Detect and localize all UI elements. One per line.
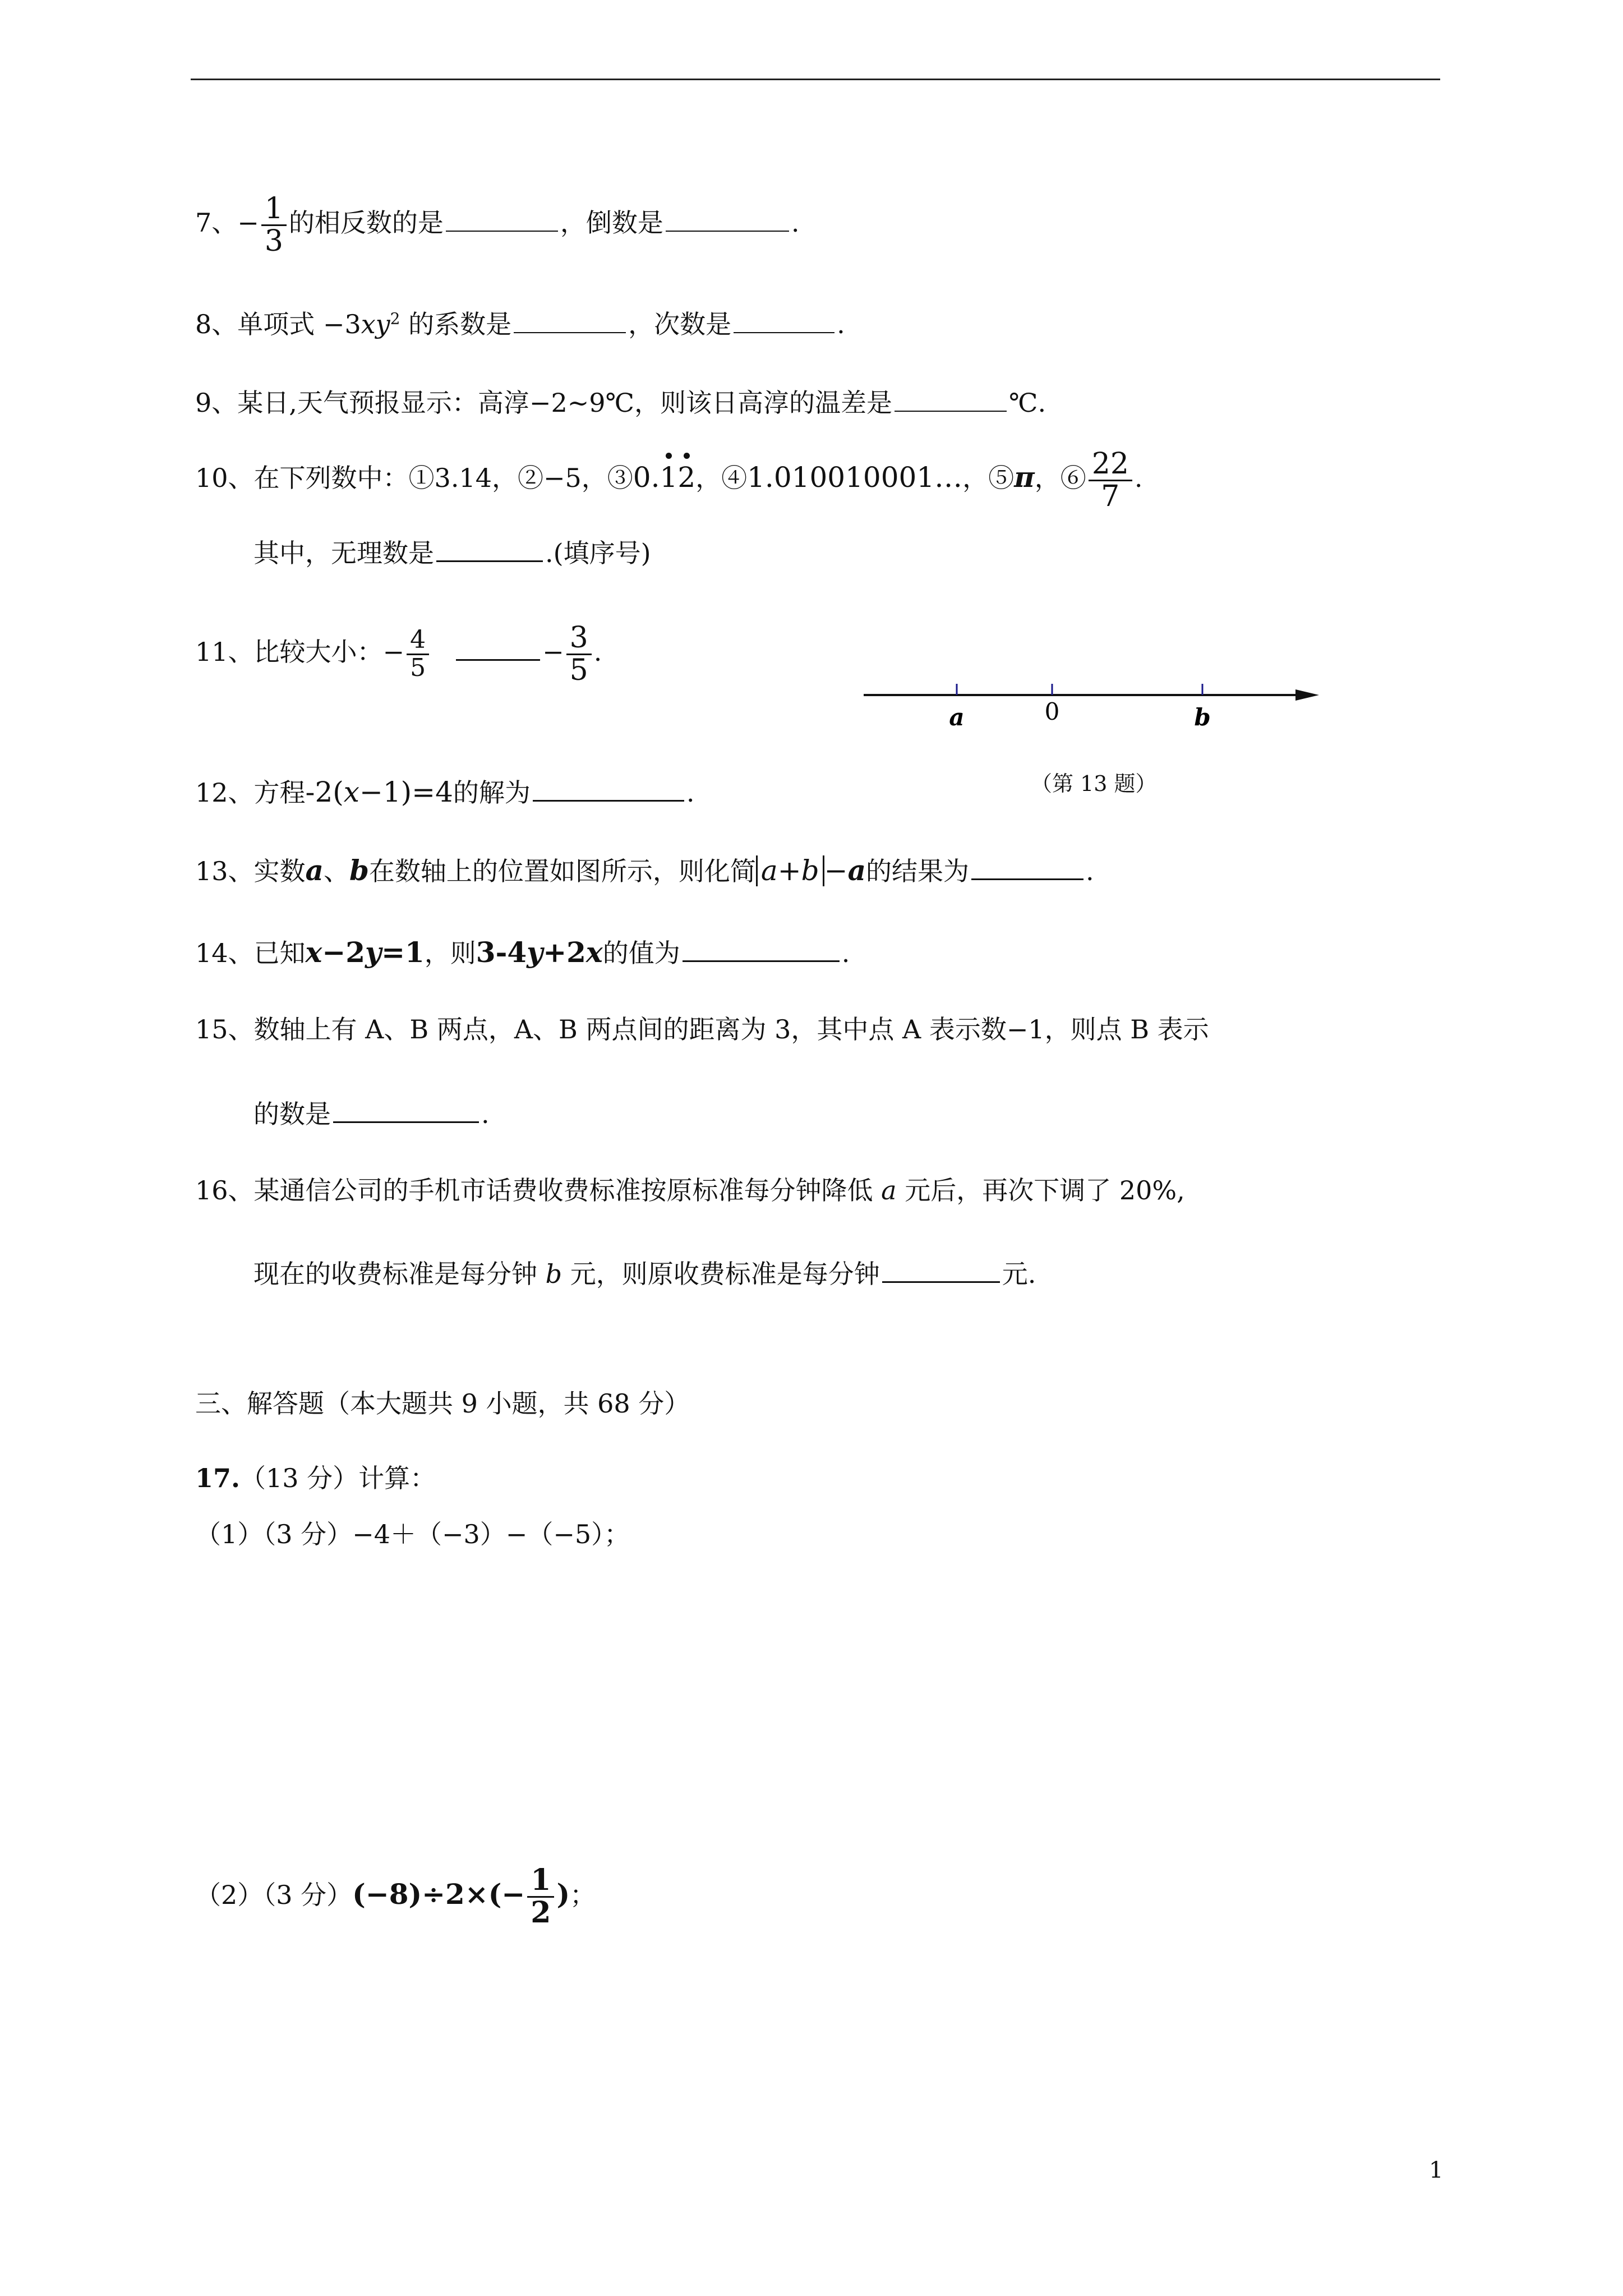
repeating-digit: 1 (660, 461, 678, 494)
question-text: ，则 (424, 938, 476, 968)
answer-blank[interactable] (533, 775, 684, 802)
fraction-numerator: 22 (1089, 449, 1132, 481)
answer-blank[interactable] (895, 386, 1007, 412)
page-number: 1 (1429, 2157, 1444, 2183)
period: . (1134, 463, 1143, 494)
fraction-numerator: 4 (407, 627, 429, 655)
fraction-denominator: 2 (531, 1895, 551, 1930)
question-text: 已知 (253, 938, 306, 968)
question-15 (195, 1014, 1209, 1045)
question-text: 比较大小：− (253, 637, 405, 668)
section-3-title: 三、解答题（本大题共 9 小题，共 68 分） (195, 1388, 690, 1419)
answer-blank[interactable] (683, 936, 840, 962)
question-text: 元. (1002, 1259, 1036, 1289)
question-text: 方程 (253, 777, 306, 808)
question-15-line-2 (253, 1097, 490, 1130)
equation-part: =1 (381, 936, 425, 969)
fraction (407, 627, 429, 680)
question-text: 的系数是 (400, 309, 512, 339)
answer-blank[interactable] (882, 1257, 1000, 1283)
variable: a (847, 854, 866, 887)
fraction-numerator: 1 (527, 1865, 554, 1898)
fraction-denominator: 3 (264, 224, 283, 258)
answer-blank[interactable] (456, 634, 540, 661)
variable: b (349, 854, 369, 887)
question-8 (195, 307, 845, 340)
fraction (527, 1865, 554, 1928)
separator: 、 (323, 856, 349, 886)
number-line-figure (864, 676, 1324, 743)
header-rule (191, 79, 1440, 80)
variable: x (585, 936, 603, 969)
expression-part: ) (556, 1878, 570, 1911)
question-17-part-2 (195, 1865, 596, 1928)
question-number: 9、 (195, 388, 238, 418)
question-text: ，⑤ (962, 463, 1015, 494)
minus-sign: − (237, 208, 259, 238)
question-number: 12、 (195, 777, 254, 808)
question-14 (195, 936, 850, 969)
question-text: ℃. (1008, 388, 1046, 418)
period: . (481, 1099, 490, 1129)
expression (352, 1863, 570, 1930)
period: . (791, 208, 800, 238)
question-text: 的解为 (453, 777, 531, 808)
expression-part: +2 (543, 936, 586, 969)
period: . (1085, 856, 1094, 886)
variable: x (305, 936, 322, 969)
question-number: 14、 (195, 938, 254, 968)
punctuation: ； (570, 1880, 596, 1911)
answer-blank[interactable] (734, 307, 834, 333)
question-13 (195, 854, 1094, 887)
expression (476, 936, 603, 969)
question-number: 13、 (195, 856, 254, 886)
question-number: 10、 (195, 463, 254, 494)
label-a: a (949, 703, 965, 731)
question-number: 11、 (195, 637, 254, 668)
question-text: ，倒数是 (560, 208, 663, 238)
variable: b (801, 854, 819, 887)
fraction (1089, 449, 1132, 512)
question-text: 实数 (253, 856, 306, 886)
decimal-lead: 0. (633, 461, 660, 494)
answer-blank[interactable] (436, 536, 543, 562)
question-10-line-2 (253, 536, 651, 569)
expression-part: (−8)÷2×(− (352, 1878, 525, 1911)
equation (306, 936, 425, 969)
variable: a (305, 854, 324, 887)
question-text: 的数是 (253, 1099, 331, 1129)
equation-part: -2( (305, 776, 344, 808)
variable: x (343, 776, 359, 808)
question-17-part-1: （1）（3 分）−4＋（−3）−（−5）； (195, 1519, 630, 1549)
label-zero: 0 (1044, 698, 1060, 725)
question-12 (195, 775, 695, 809)
variable: a (760, 854, 778, 887)
variable: b (545, 1259, 562, 1289)
question-16 (195, 1175, 1185, 1206)
question-7 (195, 194, 800, 256)
question-text: 其中，无理数是 (253, 538, 434, 568)
question-number: 16、 (195, 1175, 254, 1205)
answer-blank[interactable] (666, 206, 789, 232)
variable: a (881, 1175, 897, 1205)
repeating-digit: 2 (677, 461, 696, 494)
figure-caption: （第 13 题） (1031, 771, 1157, 796)
fraction-denominator: 5 (410, 653, 426, 682)
question-text: 某日,天气预报显示：高淳−2~9℃，则该日高淳的温差是 (237, 388, 892, 418)
question-text: 元，则原收费标准是每分钟 (562, 1259, 880, 1289)
question-number: 15、 (195, 1014, 254, 1045)
question-17 (195, 1463, 436, 1494)
question-text: 的相反数的是 (288, 208, 444, 238)
question-text: 在下列数中：①3.14，②−5，③ (253, 463, 633, 494)
question-text: 数轴上有 A、B 两点，A、B 两点间的距离为 3，其中点 A 表示数−1，则点 B 表示 (253, 1014, 1209, 1045)
fraction-numerator: 3 (566, 623, 592, 655)
question-number: 17. (195, 1463, 241, 1493)
question-text: 的值为 (602, 938, 680, 968)
answer-blank[interactable] (971, 854, 1083, 880)
repeating-decimal (633, 461, 695, 494)
fraction-denominator: 7 (1101, 479, 1120, 513)
question-number: 7、 (195, 208, 238, 238)
question-text: .(填序号) (545, 538, 651, 568)
question-text: （13 分）计算： (240, 1463, 436, 1493)
period: . (593, 637, 602, 668)
question-text: 的结果为 (865, 856, 969, 886)
question-number: 8、 (195, 309, 238, 339)
exponent: 2 (390, 309, 400, 328)
decimal-number: 1.010010001… (747, 461, 963, 494)
period: . (837, 309, 845, 339)
question-text: 某通信公司的手机市话费收费标准按原标准每分钟降低 (253, 1175, 882, 1205)
question-text: 元后，再次下调了 20%, (896, 1175, 1185, 1205)
equation (306, 776, 453, 808)
answer-blank[interactable] (333, 1097, 479, 1123)
variable: xy (361, 309, 390, 339)
equation-part: −1)=4 (359, 776, 453, 808)
fraction-denominator: 5 (569, 653, 588, 687)
arrow-head-icon (1295, 689, 1319, 701)
minus-sign: − (542, 637, 564, 668)
question-text: ，④ (695, 463, 748, 494)
question-10 (195, 449, 1143, 512)
answer-blank[interactable] (446, 206, 558, 232)
fraction-numerator: 1 (261, 194, 287, 226)
pi-symbol: π (1014, 461, 1035, 494)
absolute-value (756, 855, 824, 886)
question-text: 单项式 −3 (237, 309, 361, 339)
equation-part: −2 (322, 936, 366, 969)
question-9 (195, 386, 1046, 418)
question-11 (195, 623, 602, 685)
fraction (261, 194, 287, 256)
label-b: b (1194, 703, 1211, 731)
variable: y (365, 936, 382, 969)
part-label: （2）（3 分） (195, 1880, 353, 1911)
question-text: 在数轴上的位置如图所示，则化简 (368, 856, 756, 886)
operator: − (824, 854, 848, 887)
operator: + (777, 854, 801, 887)
variable: y (527, 936, 543, 969)
question-text: 现在的收费标准是每分钟 (253, 1259, 546, 1289)
fraction (566, 623, 592, 685)
question-text: ，次数是 (628, 309, 732, 339)
question-16-line-2 (253, 1257, 1036, 1290)
expression-part: 3-4 (476, 936, 527, 969)
question-text: ，⑥ (1034, 463, 1086, 494)
period: . (841, 938, 850, 968)
answer-blank[interactable] (514, 307, 626, 333)
period: . (686, 777, 695, 808)
